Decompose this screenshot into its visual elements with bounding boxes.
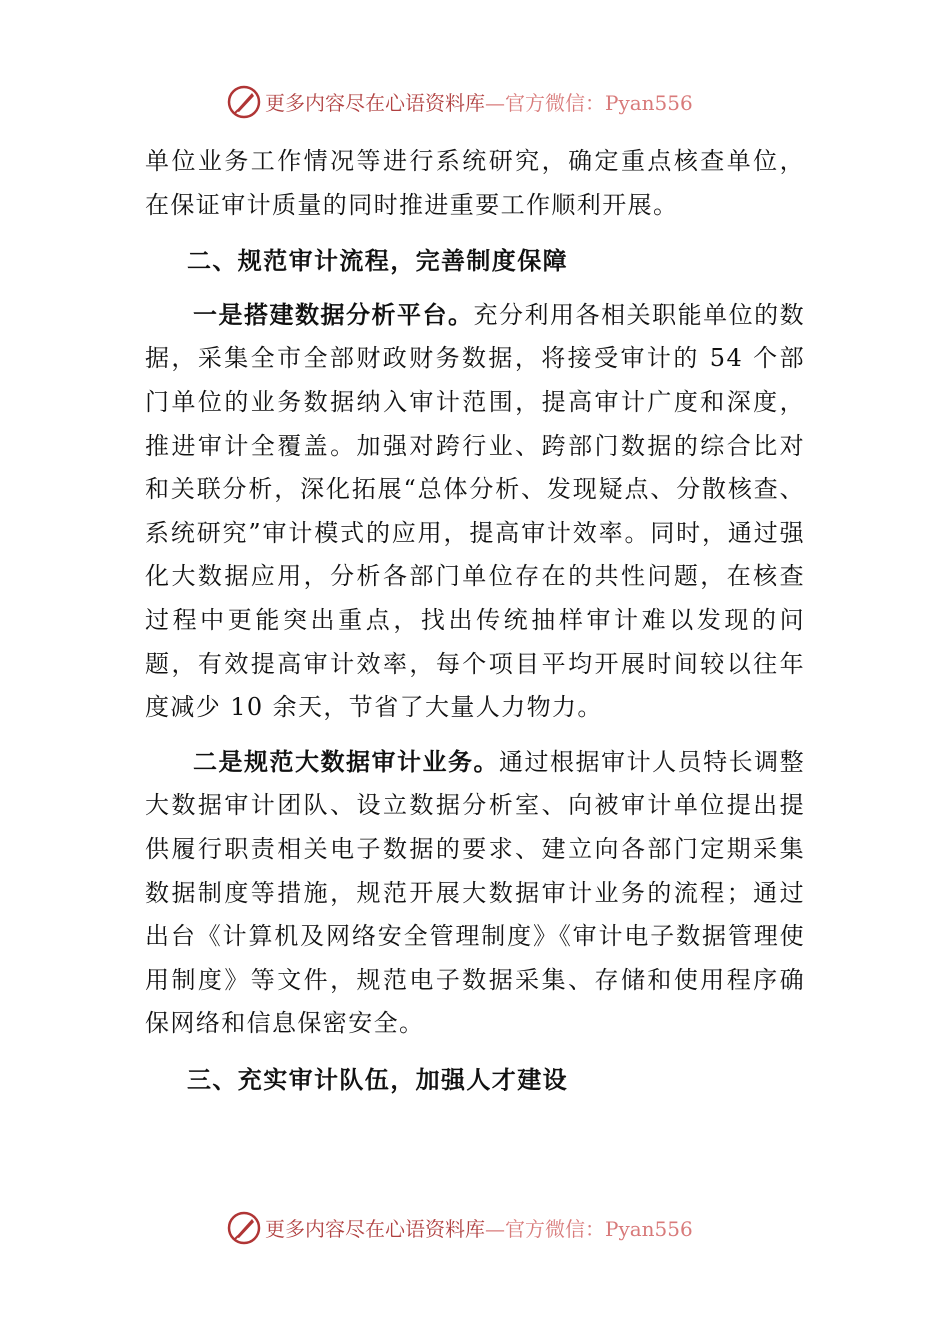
- paragraph-lead-big-data-audit: 二是规范大数据审计业务。: [193, 746, 500, 776]
- paragraph-big-data-audit: [145, 740, 805, 1046]
- quill-logo-icon: [226, 84, 262, 120]
- section-heading-2: 二、规范审计流程，完善制度保障: [187, 246, 568, 276]
- watermark-lead: 更多内容尽在心语资料库: [265, 1217, 485, 1241]
- document-body: [145, 140, 805, 1101]
- paragraph-continuation: 单位业务工作情况等进行系统研究，确定重点核查单位，在保证审计质量的同时推进重要工作顺利开展。: [145, 147, 805, 219]
- paragraph-data-platform: [145, 293, 805, 730]
- section-heading-3: 三、充实审计队伍，加强人才建设: [187, 1064, 568, 1094]
- watermark-tail: —官方微信：Pyan556: [485, 91, 693, 115]
- header-watermark: [0, 82, 950, 126]
- paragraph-lead-data-platform: 一是搭建数据分析平台。: [193, 299, 474, 329]
- paragraph-body-big-data-audit: 通过根据审计人员特长调整大数据审计团队、设立数据分析室、向被审计单位提出提供履行职责相关电子数据的要求、建立向各部门定期采集数据制度等措施，规范开展大数据审计业务的流程；通过出台《计算机及网络安全管理制度》《审计电子数据管理使用制度》等文件，规范电子数据采集、存储和使用程序确保网络和信息保密安全。: [145, 747, 805, 1038]
- watermark-tail: —官方微信：Pyan556: [485, 1217, 693, 1241]
- watermark-lead: 更多内容尽在心语资料库: [265, 91, 485, 115]
- watermark-text: [265, 88, 693, 118]
- footer-watermark: [0, 1208, 950, 1252]
- watermark-text: [265, 1214, 693, 1244]
- paragraph-body-data-platform: 充分利用各相关职能单位的数据，采集全市全部财政财务数据，将接受审计的 54 个部门单位的业务数据纳入审计范围，提高审计广度和深度，推进审计全覆盖。加强对跨行业、跨部门数据的综合比对和关联分析，深化拓展“总体分析、发现疑点、分散核查、系统研究”审计模式的应用，提高审计效率。同时，通过强化大数据应用，分析各部门单位存在的共性问题，在核查过程中更能突出重点，找出传统抽样审计难以发现的问题，有效提高审计效率，每个项目平均开展时间较以往年度减少 10 余天，节省了大量人力物力。: [145, 300, 805, 722]
- quill-logo-icon: [226, 1210, 262, 1246]
